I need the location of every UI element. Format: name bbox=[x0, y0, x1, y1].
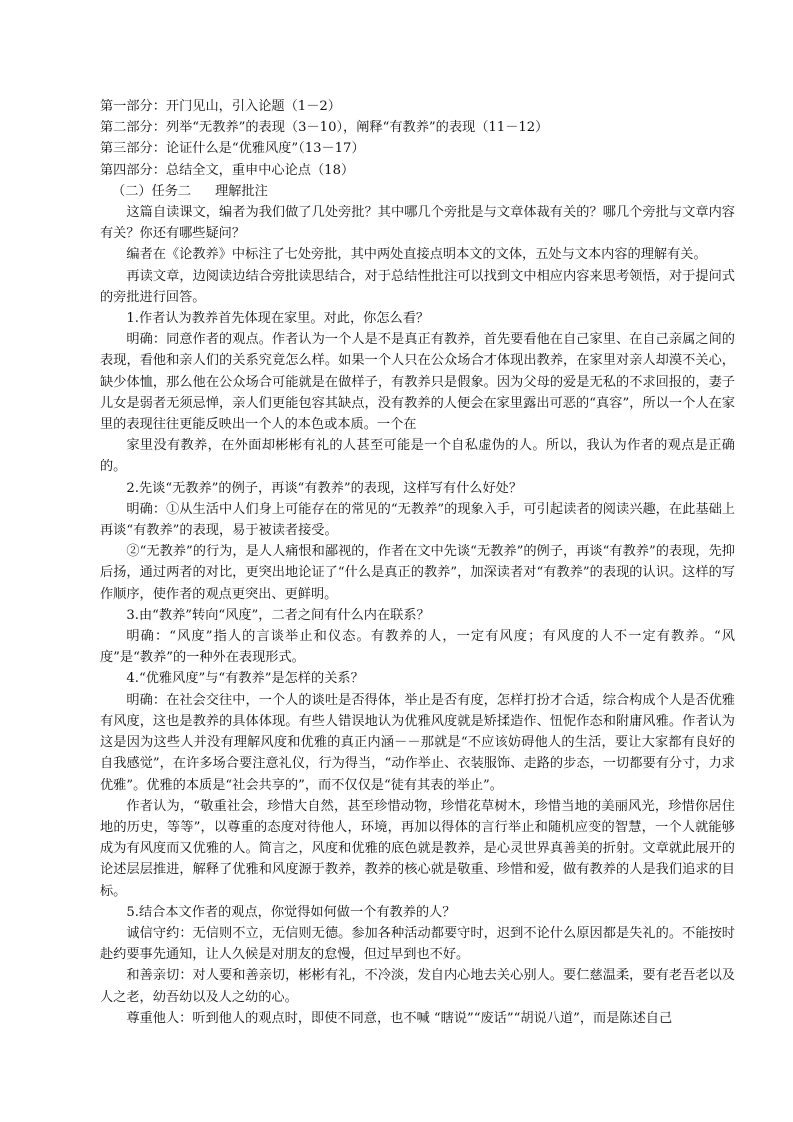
answer-1-continued: 家里没有教养，在外面却彬彬有礼的人甚至可能是一个自私虚伪的人。所以，我认为作者的观点是正确的。 bbox=[100, 438, 735, 475]
answer-2-point-1: 明确：①从生活中人们身上可能存在的常见的“无教养”的现象入手，可引起读者的阅读兴趣，在此基础上再谈“有教养”的表现，易于被读者接受。 bbox=[100, 501, 735, 539]
question-4: 4.“优雅风度”与“有教养”是怎样的关系？ bbox=[126, 671, 364, 687]
answer-1: 明确：同意作者的观点。作者认为一个人是不是真正有教养，首先要看他在自己家里、在自己亲属之间的表现，看他和亲人们的关系究竟怎么样。如果一个人只在公众场合才体现出教养，在家里对亲人却漠不关心，缺少体恤，那么他在公众场合可能就是在做样子，有教养只是假象。因为父母的爱是无私的不求回报的，妻子儿女是弱者无须忌惮，亲人们更能包容其缺点，没有教养的人便会在家里露出可恶的“真容”，所以一个人在家里的表现往往更能反映出一个人的本色或本质。一个在 bbox=[100, 332, 735, 433]
answer-5-respect: 尊重他人：听到他人的观点时，即使不同意，也不喊 “瞎说”“废话”“胡说八道”，而是陈述自己 bbox=[126, 1010, 673, 1026]
document-page bbox=[100, 96, 735, 1029]
answer-5-kindness: 和善亲切：对人要和善亲切，彬彬有礼，不冷淡，发自内心地去关心别人。要仁慈温柔，要有老吾老以及人之老，幼吾幼以及人之幼的心。 bbox=[100, 968, 735, 1005]
question-5: 5.结合本文作者的观点，你觉得如何做一个有教养的人？ bbox=[126, 904, 456, 920]
task-heading bbox=[100, 181, 735, 202]
answer-4: 明确：在社会交往中，一个人的谈吐是否得体，举止是否有度，怎样打扮才合适，综合构成个人是否优雅有风度，这也是教养的具体体现。有些人错误地认为优雅风度就是矫揉造作、忸怩作态和附庸风雅。作者认为这是因为这些人并没有理解风度和优雅的真正内涵－－那就是“不应该妨碍他人的生活，要让大家都有良好的自我感觉”，在许多场合要注意礼仪，行为得当，“动作举止、衣装服饰、走路的步态，一切都要有分寸，力求优雅”。优雅的本质是“社会共享的”，而不仅仅是“徒有其表的举止”。 bbox=[100, 692, 735, 793]
answer-3: 明确：“风度”指人的言谈举止和仪态。有教养的人，一定有风度；有风度的人不一定有教养。“风度”是“教养”的一种外在表现形式。 bbox=[100, 629, 735, 666]
question-2: 2.先谈“无教养”的例子，再谈“有教养”的表现，这样写有什么好处？ bbox=[126, 480, 523, 496]
outline-part-4: 第四部分：总结全文，重申中心论点（18） bbox=[100, 162, 355, 178]
outline-part-2: 第二部分：列举“无教养”的表现（3－10），阐释“有教养”的表现（11－12） bbox=[100, 120, 549, 136]
paragraph-annotation-count: 编者在《论教养》中标注了七处旁批，其中两处直接点明本文的文体，五处与文本内容的理解有关。 bbox=[126, 247, 707, 263]
answer-5-honesty: 诚信守约：无信则不立，无信则无德。参加各种活动都要守时，迟到不论什么原因都是失礼的。不能按时赴约要事先通知，让人久候是对朋友的怠慢，但过早到也不好。 bbox=[100, 925, 735, 963]
answer-4-continued: 作者认为，“敬重社会，珍惜大自然，甚至珍惜动物，珍惜花草树木，珍惜当地的美丽风光，珍惜你居住地的历史，等等”，以尊重的态度对待他人，环境，再加以得体的言行举止和随机应变的智慧，一个人就能够成为有风度而又优雅的人。简言之，风度和优雅的底色就是教养，是心灵世界真善美的折射。文章就此展开的论述层层推进，解释了优雅和风度源于教养，教养的核心就是敬重、珍惜和爱，做有教养的人是我们追求的目标。 bbox=[100, 798, 735, 899]
question-1: 1.作者认为教养首先体现在家里。对此，你怎么看？ bbox=[126, 311, 430, 327]
task-title: 理解批注 bbox=[215, 183, 268, 199]
outline-part-1: 第一部分：开门见山，引入论题（1－2） bbox=[100, 99, 341, 114]
answer-2-point-2: ②“无教养”的行为，是人人痛恨和鄙视的，作者在文中先谈“无教养”的例子，再谈“有教养”的表现，先抑后扬，通过两者的对比，更突出地论证了“什么是真正的教养”，加深读者对“有教养”的表现的认识。这样的写作顺序，使作者的观点更突出、更鲜明。 bbox=[100, 544, 735, 602]
question-3: 3.由“教养”转向“风度”，二者之间有什么内在联系？ bbox=[126, 607, 430, 623]
outline-part-3: 第三部分：论证什么是“优雅风度”（13－17） bbox=[100, 141, 365, 157]
paragraph-reading-method: 再读文章，边阅读边结合旁批读思结合，对于总结性批注可以找到文中相应内容来思考领悟，对于提问式的旁批进行回答。 bbox=[100, 268, 735, 305]
paragraph-intro-question: 这篇自读课文，编者为我们做了几处旁批？其中哪几个旁批是与文章体裁有关的？哪几个旁批与文章内容有关？你还有哪些疑问？ bbox=[100, 205, 735, 242]
task-number: （二）任务二 bbox=[112, 183, 192, 199]
